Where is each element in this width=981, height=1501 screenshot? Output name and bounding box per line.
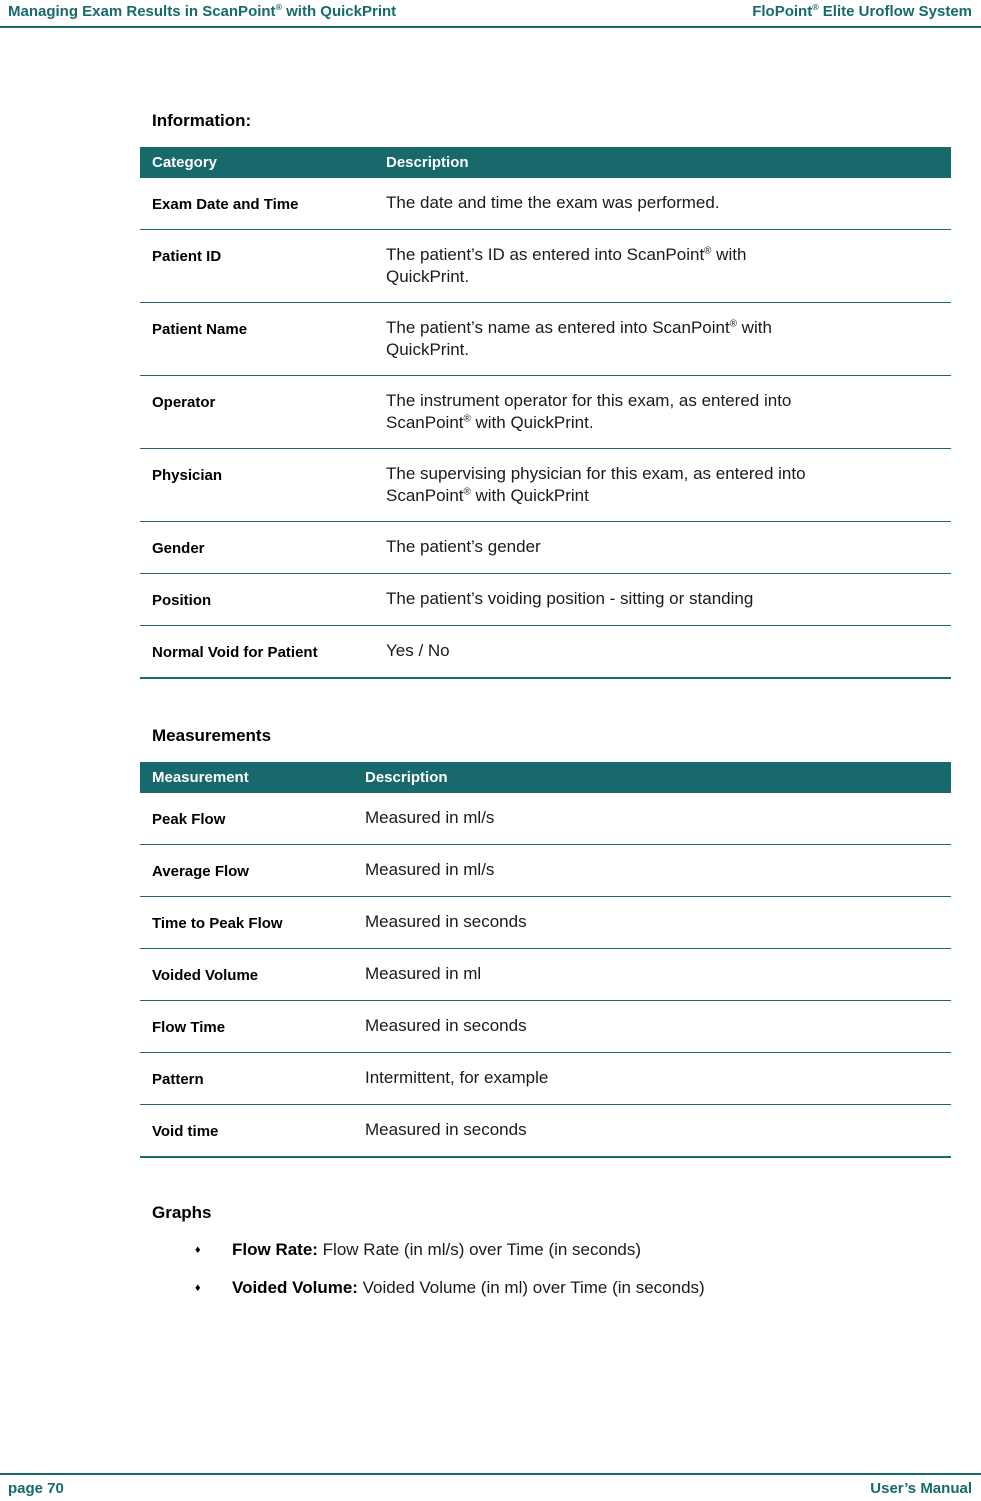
header-right-rest: Elite Uroflow System <box>818 3 972 20</box>
table-row <box>140 1053 951 1105</box>
text-segment: The patient’s name as entered into ScanPoint <box>386 318 730 337</box>
page-number: page 70 <box>8 1480 64 1497</box>
row-description <box>365 1119 951 1142</box>
table-row <box>140 949 951 1001</box>
list-item-body: Flow Rate (in ml/s) over Time (in seconds) <box>317 1240 642 1259</box>
row-label: Average Flow <box>152 863 249 880</box>
text-segment: The patient’s voiding position - sitting or standing <box>386 589 754 608</box>
row-label: Operator <box>152 394 216 411</box>
table-header-row <box>140 762 951 793</box>
table-row <box>140 574 951 626</box>
text-segment: ScanPoint <box>386 486 464 505</box>
section-heading-graphs: Graphs <box>152 1203 212 1222</box>
text-segment: with QuickPrint. <box>470 413 594 432</box>
row-label: Normal Void for Patient <box>152 644 318 661</box>
text-segment: with <box>711 245 747 264</box>
header-divider <box>0 26 981 28</box>
row-label: Voided Volume <box>152 967 259 984</box>
text-segment: The patient’s ID as entered into ScanPoint <box>386 245 705 264</box>
row-description <box>365 807 951 830</box>
column-header-description: Description <box>365 769 448 786</box>
measurements-table <box>140 762 951 1158</box>
text-segment: with QuickPrint <box>470 486 589 505</box>
table-row <box>140 376 951 449</box>
page-footer <box>8 1480 972 1497</box>
text-segment: Measured in ml/s <box>365 808 495 827</box>
text-segment: Measured in seconds <box>365 1120 527 1139</box>
row-description <box>386 192 951 215</box>
information-table <box>140 147 951 679</box>
table-row <box>140 178 951 230</box>
table-row <box>140 845 951 897</box>
row-label: Gender <box>152 540 205 557</box>
text-segment: Yes / No <box>386 641 450 660</box>
table-row <box>140 522 951 574</box>
text-segment: Measured in ml <box>365 964 482 983</box>
table-row <box>140 449 951 522</box>
registered-trademark-icon: ® <box>704 245 712 257</box>
list-item-flow-rate <box>140 1239 951 1261</box>
list-item-label: Flow Rate: <box>232 1240 318 1259</box>
column-header-category: Category <box>152 154 218 171</box>
table-row <box>140 626 951 679</box>
text-segment: The patient’s gender <box>386 537 541 556</box>
manual-label: User’s Manual <box>870 1480 972 1497</box>
text-segment: Intermittent, for example <box>365 1068 549 1087</box>
row-label: Time to Peak Flow <box>152 915 283 932</box>
page-header <box>8 3 972 20</box>
document-content <box>140 110 951 1299</box>
text-segment: QuickPrint. <box>386 340 470 359</box>
text-segment: The date and time the exam was performed. <box>386 193 720 212</box>
list-item-body: Voided Volume (in ml) over Time (in seconds) <box>357 1278 705 1297</box>
table-row <box>140 303 951 376</box>
row-description <box>365 859 951 882</box>
row-label: Peak Flow <box>152 811 226 828</box>
header-title-right <box>752 3 972 20</box>
row-description <box>386 390 951 434</box>
registered-trademark-icon: ® <box>812 2 819 12</box>
text-segment: Measured in ml/s <box>365 860 495 879</box>
row-description <box>386 463 951 507</box>
text-segment: The supervising physician for this exam, as entered into <box>386 464 806 483</box>
row-label: Exam Date and Time <box>152 196 299 213</box>
section-heading-information: Information: <box>152 111 252 130</box>
row-description <box>386 588 951 611</box>
table-row <box>140 897 951 949</box>
row-label: Pattern <box>152 1071 204 1088</box>
row-description <box>386 640 951 663</box>
table-header-row <box>140 147 951 178</box>
list-item-voided-volume <box>140 1277 951 1299</box>
diamond-bullet-icon: ♦ <box>195 1244 201 1256</box>
row-label: Void time <box>152 1123 219 1140</box>
header-title-left <box>8 3 396 20</box>
section-heading-measurements: Measurements <box>152 726 272 745</box>
diamond-bullet-icon: ♦ <box>195 1282 201 1294</box>
list-item-text <box>232 1239 641 1261</box>
row-label: Flow Time <box>152 1019 226 1036</box>
text-segment: QuickPrint. <box>386 267 470 286</box>
header-left-rest: with QuickPrint <box>281 3 397 20</box>
table-row <box>140 1105 951 1158</box>
registered-trademark-icon: ® <box>463 413 471 425</box>
header-left-text: Managing Exam Results in ScanPoint <box>8 3 276 20</box>
row-description <box>365 911 951 934</box>
table-row <box>140 230 951 303</box>
text-segment: with <box>736 318 772 337</box>
row-label: Patient Name <box>152 321 248 338</box>
row-description <box>365 1067 951 1090</box>
text-segment: ScanPoint <box>386 413 464 432</box>
table-row <box>140 793 951 845</box>
footer-divider <box>0 1473 981 1475</box>
row-label: Patient ID <box>152 248 222 265</box>
list-item-label: Voided Volume: <box>232 1278 358 1297</box>
list-item-text <box>232 1277 705 1299</box>
column-header-description: Description <box>386 154 469 171</box>
header-right-text: FloPoint <box>752 3 813 20</box>
column-header-measurement: Measurement <box>152 769 249 786</box>
row-description <box>386 244 951 288</box>
table-row <box>140 1001 951 1053</box>
registered-trademark-icon: ® <box>729 318 737 330</box>
row-description <box>386 317 951 361</box>
row-label: Physician <box>152 467 223 484</box>
row-description <box>386 536 951 559</box>
registered-trademark-icon: ® <box>275 2 282 12</box>
registered-trademark-icon: ® <box>463 486 471 498</box>
row-label: Position <box>152 592 212 609</box>
row-description <box>365 963 951 986</box>
text-segment: Measured in seconds <box>365 1016 527 1035</box>
text-segment: Measured in seconds <box>365 912 527 931</box>
row-description <box>365 1015 951 1038</box>
text-segment: The instrument operator for this exam, as entered into <box>386 391 792 410</box>
